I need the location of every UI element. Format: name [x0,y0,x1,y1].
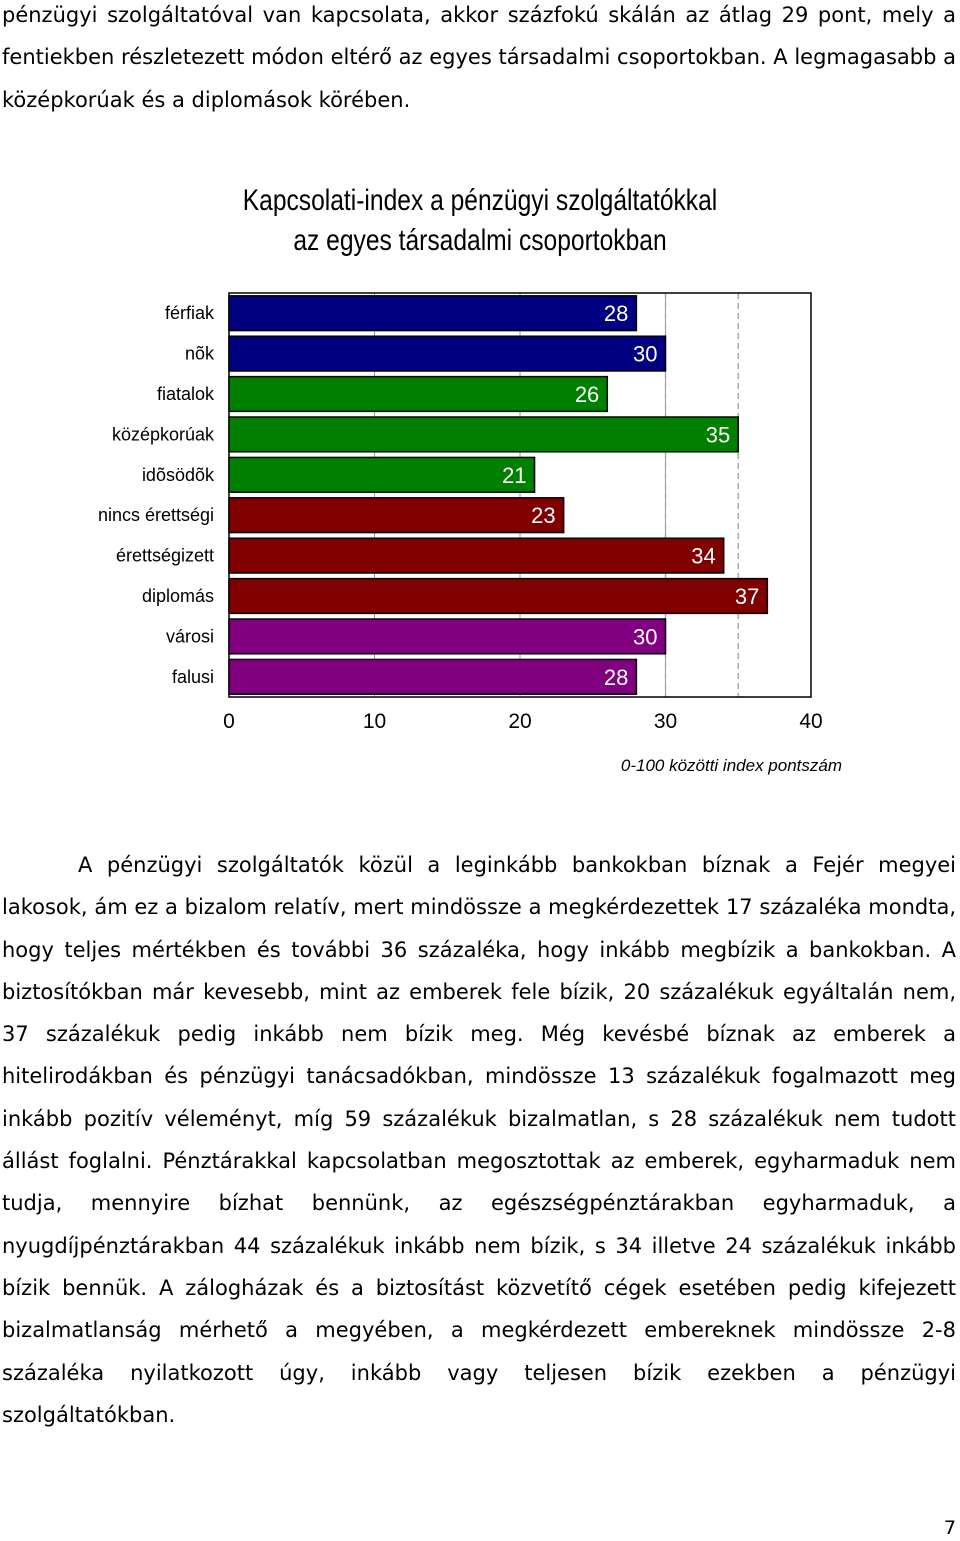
x-tick-label-2: 20 [508,710,532,733]
data-label-4: 21 [502,462,527,488]
x-tick-label-0: 0 [223,710,235,733]
data-label-6: 34 [691,543,716,569]
category-label-5: nincs érettségi [97,505,214,526]
chart-title-line1: Kapcsolati-index a pénzügyi szolgáltatókkal [242,184,718,217]
bar-7 [229,579,767,614]
category-label-1: nõk [184,343,214,364]
category-label-0: férfiak [164,303,214,324]
data-label-5: 23 [531,503,556,529]
x-tick-label-3: 30 [653,710,678,733]
bar-4 [229,457,535,492]
bar-6 [229,538,724,573]
data-label-7: 37 [734,584,760,609]
bar-3 [229,417,738,452]
data-label-0: 28 [603,301,629,327]
x-tick-label-1: 10 [362,710,387,733]
category-label-2: fiatalok [156,384,214,404]
category-label-8: városi [165,626,214,647]
page-number: 7 [943,1517,956,1539]
x-axis-label: 0-100 közötti index pontszám [620,756,842,775]
data-label-1: 30 [633,341,658,367]
chart-svg [0,160,960,800]
category-label-6: érettségizett [115,545,214,566]
bar-0 [229,296,636,331]
bar-9 [229,659,636,694]
data-label-2: 26 [574,382,600,407]
bar-1 [229,336,666,371]
index-chart [0,160,960,800]
main-paragraph: A pénzügyi szolgáltatók közül a leginkább bankokban bíznak a Fejér megyei lakosok, ám ez a bizalom relatív, mert mindössze a megkérdezettek 17 százaléka mondta, hogy teljes mértékben és további 36 százaléka, hogy inkább megbízik a bankokban. A biztosítókban már kevesebb, mint az emberek fele bízik, 20 százalékuk egyáltalán nem, 37 százalékuk pedig inkább nem bízik meg. Még kevésbé bíznak az emberek a hitelirodákban és pénzügyi tanácsadókban, mindössze 13 százalékuk fogalmazott meg inkább pozitív véleményt, míg 59 százalékuk bizalmatlan, s 28 százalékuk nem tudott állást foglalni. Pénztárakkal kapcsolatban megosztottak az emberek, egyharmaduk nem tudja, mennyire bízhat bennünk, az egészségpénztárakban egyharmaduk, a nyugdíjpénztárakban 44 százalékuk inkább nem bízik, s 34 illetve 24 százalékuk inkább bízik bennük. A zálogházak és a biztosítást közvetítő cégek esetében pedig kifejezett bizalmatlanság mérhető a megyében, a megkérdezett embereknek mindössze 2-8 százaléka nyilatkozott úgy, inkább vagy teljesen bízik ezekben a pénzügyi szolgáltatókban. [2,853,956,1427]
data-label-9: 28 [603,664,629,690]
chart-title-line2: az egyes társadalmi csoportokban [293,224,667,257]
data-label-8: 30 [633,624,658,650]
intro-paragraph: pénzügyi szolgáltatóval van kapcsolata, akkor százfokú skálán az átlag 29 pont, mely a fentiekben részletezett módon eltérő az egyes társadalmi csoportokban. A legmagasabb a középkorúak és a diplomások körében. [2,3,956,112]
bar-8 [229,619,666,654]
bar-5 [229,498,564,533]
category-label-3: középkorúak [111,424,214,445]
bar-2 [229,377,607,412]
category-label-4: idõsödõk [141,464,214,485]
category-label-7: diplomás [141,586,214,606]
x-tick-label-4: 40 [799,710,823,733]
data-label-3: 35 [705,422,731,448]
category-label-9: falusi [171,666,214,687]
